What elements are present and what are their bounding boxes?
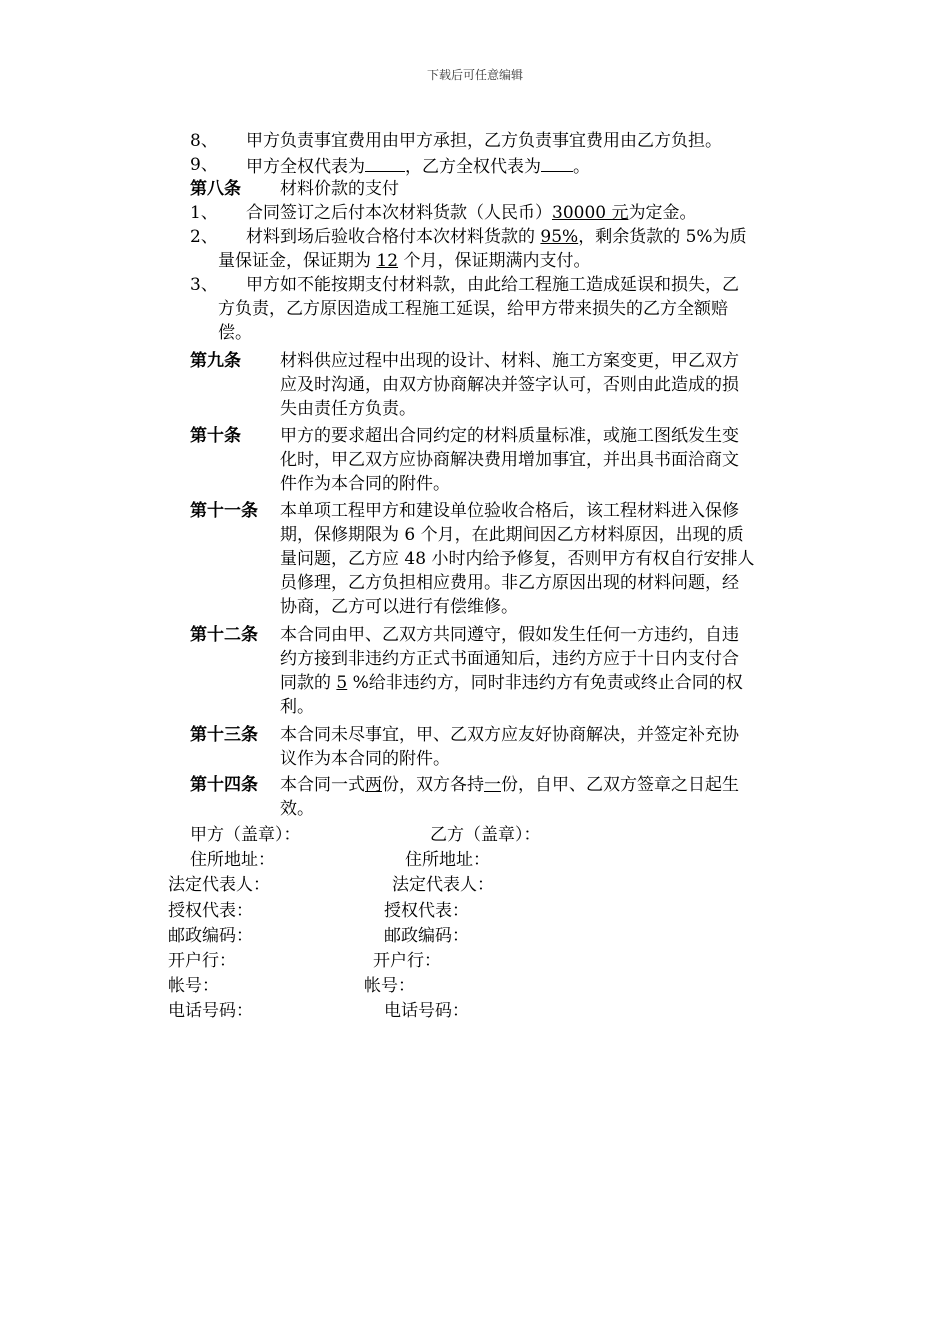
article-11 bbox=[190, 499, 810, 619]
party-a-phone-label: 电话号码： bbox=[168, 1001, 253, 1021]
article-text: 本合同一式两份，双方各持一份，自甲、乙双方签章之日起生 效。 bbox=[280, 775, 739, 819]
article-label: 第十一条 bbox=[190, 501, 258, 521]
article-text: 材料供应过程中出现的设计、材料、施工方案变更，甲乙双方 应及时沟通，由双方协商解决并签字认可，否则由此造成的损 失由责任方负责。 bbox=[280, 351, 739, 419]
party-b-postcode-label: 邮政编码： bbox=[384, 926, 469, 946]
item-text: 合同签订之后付本次材料货款（人民币）30000 元为定金。 bbox=[246, 203, 697, 223]
item-text-cont: 方负责，乙方原因造成工程施工延误，给甲方带来损失的乙方全额赔 偿。 bbox=[218, 299, 728, 343]
article-8-para-3 bbox=[190, 273, 810, 345]
party-b-auth-rep-label: 授权代表： bbox=[384, 901, 469, 921]
article-text: 本单项工程甲方和建设单位验收合格后，该工程材料进入保修 期，保修期限为 6 个月，在此期间因乙方材料原因，出现的质 量问题，乙方应 48 小时内给予修复，否则甲方有权自行安排人 员修理，乙方负担相应费用。非乙方原因出现的材料问题，经 协商，乙方可以进行有偿维修。 bbox=[280, 501, 755, 617]
item-text: 甲方全权代表为 ，乙方全权代表为 。 bbox=[246, 153, 590, 179]
party-a-address-label: 住所地址： bbox=[190, 850, 275, 870]
party-b-legal-rep-label: 法定代表人： bbox=[392, 875, 494, 895]
item-number: 3、 bbox=[190, 275, 218, 295]
party-a-postcode-label: 邮政编码： bbox=[168, 926, 253, 946]
article-text: 本合同由甲、乙双方共同遵守，假如发生任何一方违约，自违 约方接到非违约方正式书面通知后，违约方应于十日内支付合 同款的 5 %给非违约方，同时非违约方有免责或终止合同的权 利。 bbox=[280, 625, 743, 717]
party-a-rep-blank bbox=[365, 153, 405, 172]
article-label: 第十二条 bbox=[190, 625, 258, 645]
article-text: 本合同未尽事宜，甲、乙双方应友好协商解决，并签定补充协 议作为本合同的附件。 bbox=[280, 725, 739, 769]
article-label: 第八条 bbox=[190, 179, 241, 199]
item-text: 材料到场后验收合格付本次材料货款的 95%，剩余货款的 5%为质 bbox=[246, 227, 747, 247]
party-a-bank-label: 开户行： bbox=[168, 951, 236, 971]
party-b-address-label: 住所地址： bbox=[405, 850, 490, 870]
item-text-cont: 量保证金，保证期为 12 个月，保证期满内支付。 bbox=[218, 251, 591, 271]
article-title: 材料价款的支付 bbox=[280, 179, 399, 199]
warranty-months: 12 bbox=[376, 251, 399, 271]
article-12 bbox=[190, 623, 810, 719]
party-b-phone-label: 电话号码： bbox=[384, 1001, 469, 1021]
penalty-percent: 5 bbox=[336, 673, 348, 693]
article-label: 第十三条 bbox=[190, 725, 258, 745]
article-10 bbox=[190, 424, 810, 496]
deposit-amount: 30000 元 bbox=[552, 203, 629, 223]
article-8-para-1 bbox=[190, 201, 810, 225]
article-8-heading bbox=[190, 177, 810, 201]
clause-item-8 bbox=[190, 129, 810, 153]
party-b-seal-label: 乙方（盖章）： bbox=[430, 825, 541, 845]
copies-each: 一 bbox=[484, 775, 501, 795]
item-number: 8、 bbox=[190, 131, 218, 151]
article-text: 甲方的要求超出合同约定的材料质量标准，或施工图纸发生变 化时，甲乙双方应协商解决费用增加事宜，并出具书面洽商文 件作为本合同的附件。 bbox=[280, 426, 739, 494]
party-b-account-label: 帐号： bbox=[364, 976, 415, 996]
article-label: 第九条 bbox=[190, 351, 241, 371]
party-b-bank-label: 开户行： bbox=[373, 951, 441, 971]
article-label: 第十四条 bbox=[190, 775, 258, 795]
article-14 bbox=[190, 773, 810, 821]
item-number: 9、 bbox=[190, 155, 218, 175]
clause-item-9 bbox=[190, 153, 810, 177]
item-text: 甲方负责事宜费用由甲方承担，乙方负责事宜费用由乙方负担。 bbox=[246, 131, 722, 151]
payment-percent: 95% bbox=[540, 227, 579, 247]
article-label: 第十条 bbox=[190, 426, 241, 446]
item-number: 1、 bbox=[190, 203, 218, 223]
article-8-para-2 bbox=[190, 225, 810, 273]
party-a-account-label: 帐号： bbox=[168, 976, 219, 996]
party-a-legal-rep-label: 法定代表人： bbox=[168, 875, 270, 895]
article-13 bbox=[190, 723, 810, 771]
item-text: 甲方如不能按期支付材料款，由此给工程施工造成延误和损失，乙 bbox=[246, 275, 739, 295]
party-a-seal-label: 甲方（盖章）： bbox=[190, 825, 301, 845]
article-9 bbox=[190, 349, 810, 421]
party-b-rep-blank bbox=[541, 153, 573, 172]
page-header: 下载后可任意编辑 bbox=[426, 68, 523, 82]
item-number: 2、 bbox=[190, 227, 218, 247]
copies-count: 两 bbox=[365, 775, 382, 795]
party-a-auth-rep-label: 授权代表： bbox=[168, 901, 253, 921]
